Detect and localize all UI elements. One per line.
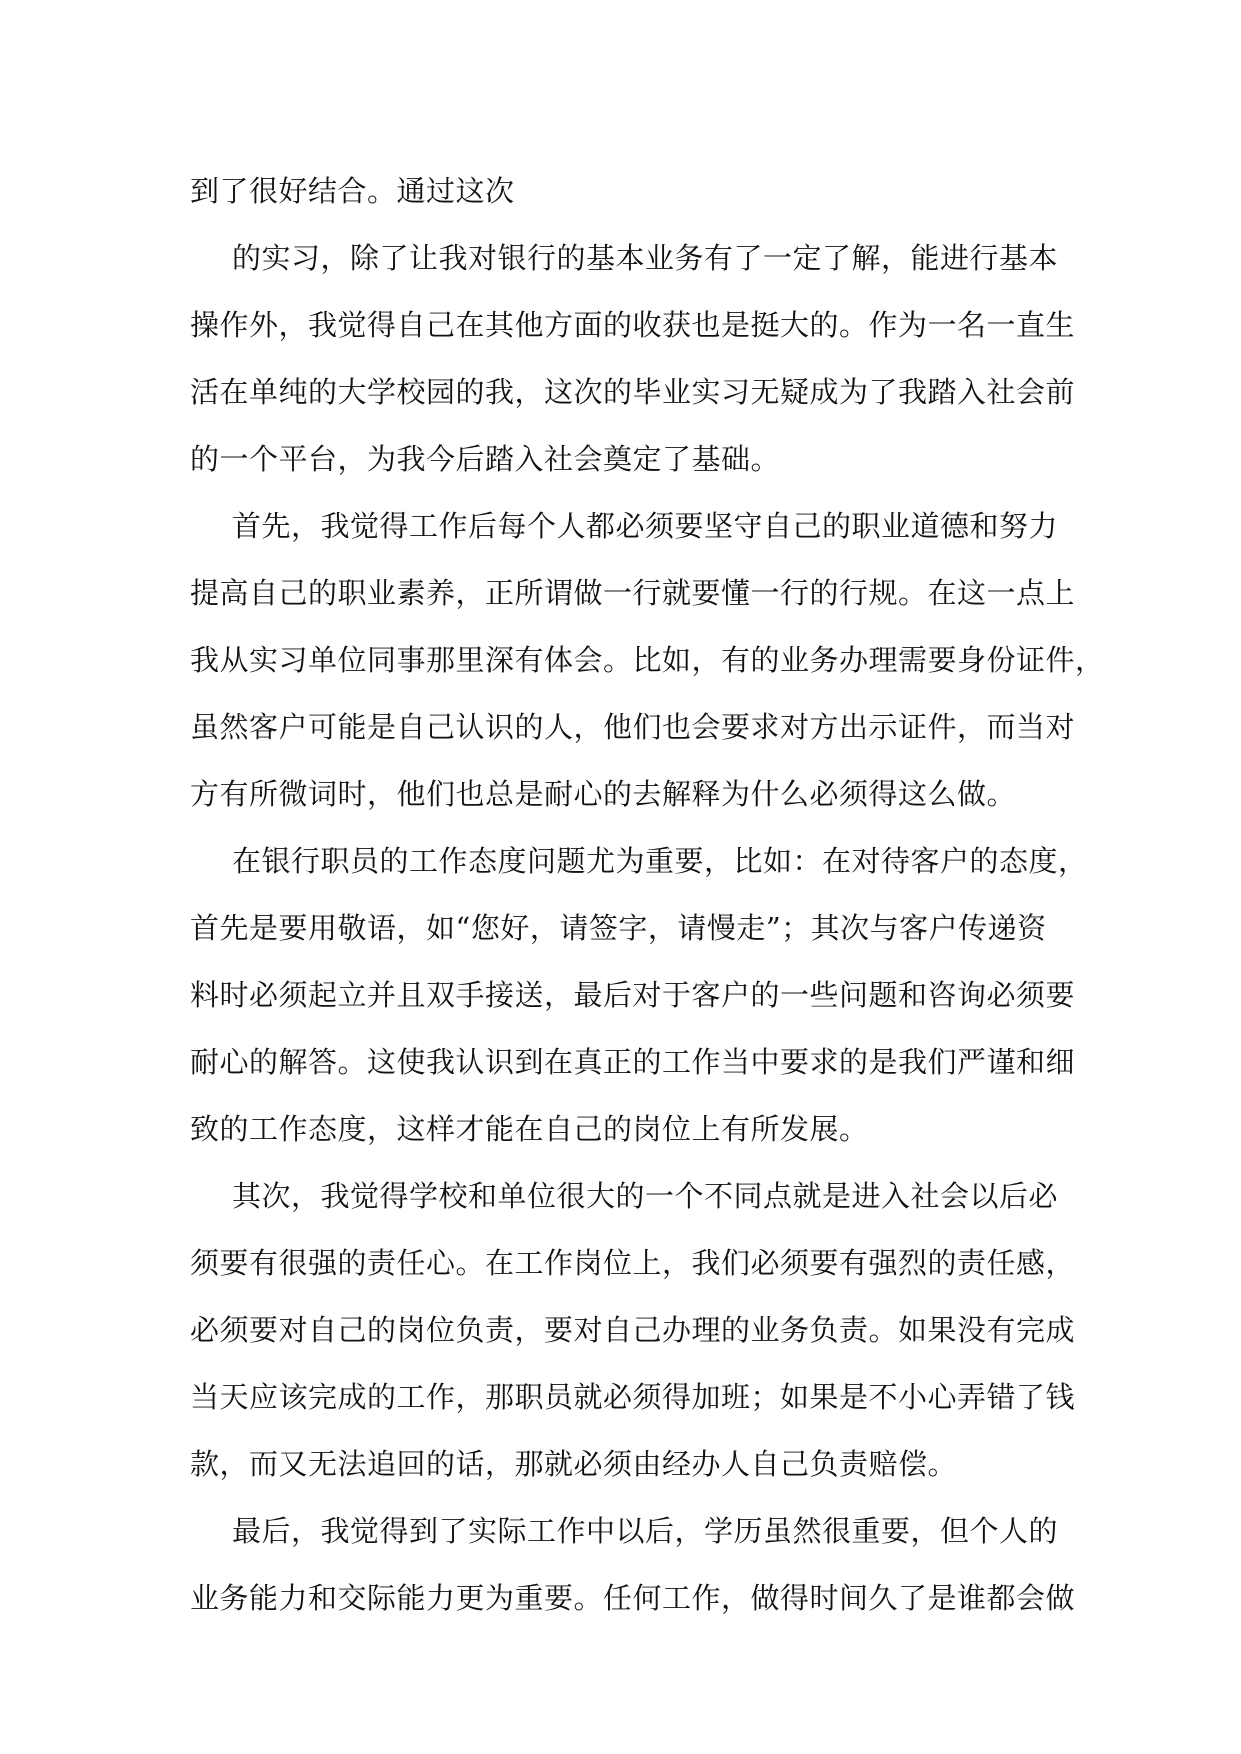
paragraph-start-line: 首先，我觉得工作后每个人都必须要坚守自己的职业道德和努力 xyxy=(232,509,1059,543)
text-line: 提高自己的职业素养，正所谓做一行就要懂一行的行规。在这一点上 xyxy=(190,576,1076,610)
paragraph-start-line: 其次，我觉得学校和单位很大的一个不同点就是进入社会以后必 xyxy=(232,1179,1059,1213)
text-line: 活在单纯的大学校园的我，这次的毕业实习无疑成为了我踏入社会前 xyxy=(190,375,1076,409)
paragraph-start-line: 在银行职员的工作态度问题尤为重要，比如：在对待客户的态度， xyxy=(232,844,1088,878)
text-line: 必须要对自己的岗位负责，要对自己办理的业务负责。如果没有完成 xyxy=(190,1313,1076,1347)
paragraph-start-line: 的实习，除了让我对银行的基本业务有了一定了解，能进行基本 xyxy=(232,241,1059,275)
body-text xyxy=(190,158,1105,1632)
text-line: 当天应该完成的工作，那职员就必须得加班；如果是不小心弄错了钱 xyxy=(190,1380,1076,1414)
text-line: 须要有很强的责任心。在工作岗位上，我们必须要有强烈的责任感， xyxy=(190,1246,1076,1280)
text-line: 耐心的解答。这使我认识到在真正的工作当中要求的是我们严谨和细 xyxy=(190,1045,1076,1079)
text-line: 致的工作态度，这样才能在自己的岗位上有所发展。 xyxy=(190,1112,869,1146)
text-line: 操作外，我觉得自己在其他方面的收获也是挺大的。作为一名一直生 xyxy=(190,308,1076,342)
text-line: 业务能力和交际能力更为重要。任何工作，做得时间久了是谁都会做 xyxy=(190,1581,1076,1615)
text-line: 款，而又无法追回的话，那就必须由经办人自己负责赔偿。 xyxy=(190,1447,958,1481)
text-line: 首先是要用敬语，如“您好，请签字，请慢走”；其次与客户传递资 xyxy=(190,911,1047,945)
text-line: 方有所微词时，他们也总是耐心的去解释为什么必须得这么做。 xyxy=(190,777,1017,811)
text-line: 的一个平台，为我今后踏入社会奠定了基础。 xyxy=(190,442,781,476)
text-line: 料时必须起立并且双手接送，最后对于客户的一些问题和咨询必须要 xyxy=(190,978,1076,1012)
text-line: 到了很好结合。通过这次 xyxy=(190,174,515,208)
paragraph-start-line: 最后，我觉得到了实际工作中以后，学历虽然很重要，但个人的 xyxy=(232,1514,1059,1548)
text-line: 虽然客户可能是自己认识的人，他们也会要求对方出示证件，而当对 xyxy=(190,710,1076,744)
text-line: 我从实习单位同事那里深有体会。比如，有的业务办理需要身份证件， xyxy=(190,643,1105,677)
